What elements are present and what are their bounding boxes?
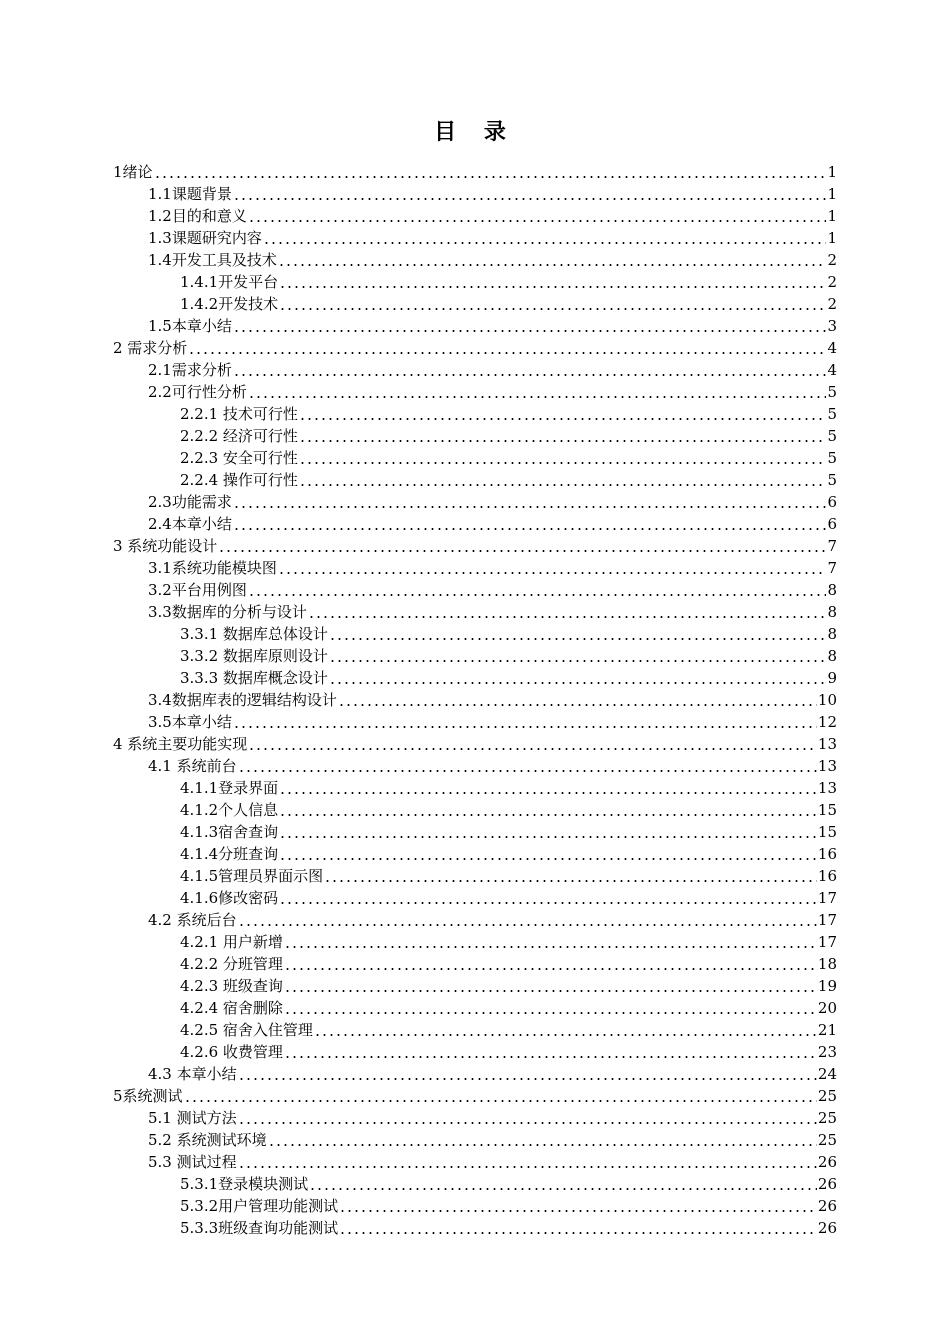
dot-leader — [263, 229, 827, 245]
toc-entry-page-number: 8 — [827, 581, 837, 599]
toc-entry-page-number: 3 — [827, 317, 837, 335]
toc-entry[interactable] — [0, 446, 950, 468]
toc-entry-title: 3.3.3 数据库概念设计 — [180, 669, 328, 687]
toc-entry[interactable] — [0, 600, 950, 622]
dot-leader — [233, 317, 827, 333]
toc-entry-title: 3.2平台用例图 — [148, 581, 247, 599]
toc-entry[interactable] — [0, 292, 950, 314]
toc-entry[interactable] — [0, 1128, 950, 1150]
toc-entry[interactable] — [0, 1106, 950, 1128]
toc-entry-page-number: 8 — [827, 625, 837, 643]
toc-entry[interactable] — [0, 358, 950, 380]
toc-entry[interactable] — [0, 336, 950, 358]
toc-entry-title: 4.2.2 分班管理 — [180, 955, 283, 973]
toc-entry-page-number: 17 — [817, 933, 837, 951]
dot-leader — [299, 427, 827, 443]
toc-entry-title: 4 系统主要功能实现 — [113, 735, 248, 753]
toc-entry-page-number: 7 — [827, 559, 837, 577]
toc-entry-page-number: 1 — [827, 229, 837, 247]
toc-entry-title: 4.3 本章小结 — [148, 1065, 237, 1083]
toc-entry[interactable] — [0, 380, 950, 402]
toc-entry-title: 5.3.2用户管理功能测试 — [180, 1197, 339, 1215]
toc-entry-page-number: 25 — [817, 1087, 837, 1105]
toc-entry-title: 2.4本章小结 — [148, 515, 232, 533]
toc-entry-title: 4.2 系统后台 — [148, 911, 237, 929]
toc-entry-title: 4.1 系统前台 — [148, 757, 237, 775]
toc-entry[interactable] — [0, 666, 950, 688]
toc-entry-title: 5系统测试 — [113, 1087, 183, 1105]
toc-entry-title: 2.3功能需求 — [148, 493, 232, 511]
toc-entry-title: 5.2 系统测试环境 — [148, 1131, 267, 1149]
toc-entry[interactable] — [0, 842, 950, 864]
toc-entry[interactable] — [0, 402, 950, 424]
dot-leader — [299, 449, 827, 465]
toc-entry-page-number: 19 — [817, 977, 837, 995]
toc-entry[interactable] — [0, 1216, 950, 1238]
toc-entry-title: 2.2.2 经济可行性 — [180, 427, 298, 445]
dot-leader — [314, 1021, 817, 1037]
toc-entry[interactable] — [0, 534, 950, 556]
toc-entry-title: 2.2.4 操作可行性 — [180, 471, 298, 489]
toc-entry-page-number: 5 — [827, 405, 837, 423]
toc-entry-title: 1.5本章小结 — [148, 317, 232, 335]
toc-entry[interactable] — [0, 314, 950, 336]
toc-entry-title: 1.1课题背景 — [148, 185, 232, 203]
dot-leader — [238, 757, 817, 773]
toc-entry-title: 2.2.3 安全可行性 — [180, 449, 298, 467]
toc-entry-page-number: 6 — [827, 493, 837, 511]
dot-leader — [284, 977, 817, 993]
toc-entry-title: 4.2.5 宿舍入住管理 — [180, 1021, 313, 1039]
dot-leader — [248, 207, 827, 223]
toc-entry-page-number: 26 — [817, 1175, 837, 1193]
dot-leader — [279, 295, 826, 311]
dot-leader — [279, 823, 817, 839]
toc-entry-title: 4.2.1 用户新增 — [180, 933, 283, 951]
toc-entry-title: 3.3.2 数据库原则设计 — [180, 647, 328, 665]
toc-entry-title: 5.3.1登录模块测试 — [180, 1175, 309, 1193]
dot-leader — [248, 581, 827, 597]
toc-entry-page-number: 6 — [827, 515, 837, 533]
toc-entry[interactable] — [0, 952, 950, 974]
toc-entry-title: 1.2目的和意义 — [148, 207, 247, 225]
toc-entry-page-number: 4 — [827, 339, 837, 357]
toc-entry-title: 1.4.2开发技术 — [180, 295, 279, 313]
toc-entry-page-number: 5 — [827, 383, 837, 401]
dot-leader — [339, 1219, 817, 1235]
toc-entry-page-number: 26 — [817, 1153, 837, 1171]
toc-entry-title: 4.1.1登录界面 — [180, 779, 279, 797]
toc-entry[interactable] — [0, 1018, 950, 1040]
dot-leader — [233, 515, 827, 531]
dot-leader — [268, 1131, 817, 1147]
dot-leader — [284, 955, 817, 971]
dot-leader — [238, 1109, 817, 1125]
toc-entry-title: 3.1系统功能模块图 — [148, 559, 277, 577]
toc-entry[interactable] — [0, 644, 950, 666]
toc-entry[interactable] — [0, 864, 950, 886]
toc-entry[interactable] — [0, 1040, 950, 1062]
toc-entry[interactable] — [0, 160, 950, 182]
dot-leader — [154, 163, 827, 179]
toc-entry[interactable] — [0, 930, 950, 952]
dot-leader — [299, 471, 827, 487]
toc-entry[interactable] — [0, 974, 950, 996]
toc-entry[interactable] — [0, 996, 950, 1018]
toc-entry[interactable] — [0, 820, 950, 842]
dot-leader — [299, 405, 827, 421]
toc-entry-title: 4.2.4 宿舍删除 — [180, 999, 283, 1017]
toc-entry-title: 4.1.6修改密码 — [180, 889, 279, 907]
dot-leader — [233, 493, 827, 509]
toc-entry[interactable] — [0, 204, 950, 226]
dot-leader — [284, 933, 817, 949]
toc-entry[interactable] — [0, 886, 950, 908]
toc-entry-title: 1.3课题研究内容 — [148, 229, 262, 247]
toc-entry-page-number: 17 — [817, 889, 837, 907]
toc-entry-page-number: 21 — [817, 1021, 837, 1039]
dot-leader — [278, 559, 827, 575]
toc-entry[interactable] — [0, 424, 950, 446]
dot-leader — [309, 1175, 817, 1191]
toc-entry[interactable] — [0, 754, 950, 776]
toc-entry-page-number: 25 — [817, 1109, 837, 1127]
dot-leader — [329, 669, 827, 685]
toc-entry-title: 4.1.2个人信息 — [180, 801, 279, 819]
toc-entry-title: 1.4.1开发平台 — [180, 273, 279, 291]
toc-entry-page-number: 7 — [827, 537, 837, 555]
toc-entry-title: 5.1 测试方法 — [148, 1109, 237, 1127]
toc-entry[interactable] — [0, 578, 950, 600]
toc-entry[interactable] — [0, 226, 950, 248]
table-of-contents — [0, 160, 950, 1238]
toc-entry[interactable] — [0, 622, 950, 644]
toc-entry-page-number: 26 — [817, 1219, 837, 1237]
toc-title: 目 录 — [434, 120, 516, 145]
toc-entry[interactable] — [0, 1084, 950, 1106]
toc-entry-page-number: 5 — [827, 449, 837, 467]
toc-entry-page-number: 5 — [827, 471, 837, 489]
toc-entry-page-number: 25 — [817, 1131, 837, 1149]
toc-entry-page-number: 15 — [817, 823, 837, 841]
toc-entry-title: 5.3 测试过程 — [148, 1153, 237, 1171]
toc-entry-title: 3.4数据库表的逻辑结构设计 — [148, 691, 337, 709]
dot-leader — [238, 911, 817, 927]
dot-leader — [279, 889, 817, 905]
toc-entry-page-number: 1 — [827, 163, 837, 181]
toc-entry-page-number: 15 — [817, 801, 837, 819]
toc-entry-title: 4.2.3 班级查询 — [180, 977, 283, 995]
toc-entry-title: 3 系统功能设计 — [113, 537, 218, 555]
dot-leader — [308, 603, 827, 619]
toc-entry-page-number: 2 — [827, 251, 837, 269]
dot-leader — [233, 713, 817, 729]
dot-leader — [238, 1065, 817, 1081]
toc-entry-page-number: 26 — [817, 1197, 837, 1215]
dot-leader — [248, 383, 827, 399]
toc-entry[interactable] — [0, 798, 950, 820]
toc-entry[interactable] — [0, 908, 950, 930]
dot-leader — [329, 647, 827, 663]
toc-entry-title: 2 需求分析 — [113, 339, 188, 357]
toc-entry-title: 3.3数据库的分析与设计 — [148, 603, 307, 621]
toc-entry-title: 4.1.5管理员界面示图 — [180, 867, 324, 885]
toc-entry-page-number: 8 — [827, 603, 837, 621]
toc-entry[interactable] — [0, 1172, 950, 1194]
toc-entry-page-number: 9 — [827, 669, 837, 687]
toc-entry[interactable] — [0, 556, 950, 578]
toc-entry[interactable] — [0, 776, 950, 798]
toc-entry-page-number: 16 — [817, 845, 837, 863]
dot-leader — [279, 273, 826, 289]
toc-entry-page-number: 2 — [827, 295, 837, 313]
toc-entry[interactable] — [0, 710, 950, 732]
toc-entry-title: 2.2.1 技术可行性 — [180, 405, 298, 423]
dot-leader — [279, 845, 817, 861]
dot-leader — [248, 735, 817, 751]
toc-entry[interactable] — [0, 688, 950, 710]
toc-entry[interactable] — [0, 1150, 950, 1172]
toc-entry-page-number: 10 — [817, 691, 837, 709]
toc-entry[interactable] — [0, 468, 950, 490]
toc-entry-page-number: 1 — [827, 207, 837, 225]
toc-entry-title: 1.4开发工具及技术 — [148, 251, 277, 269]
toc-entry-page-number: 1 — [827, 185, 837, 203]
dot-leader — [324, 867, 817, 883]
toc-entry[interactable] — [0, 732, 950, 754]
toc-entry-page-number: 8 — [827, 647, 837, 665]
toc-entry-page-number: 13 — [817, 779, 837, 797]
toc-entry[interactable] — [0, 182, 950, 204]
toc-entry-page-number: 13 — [817, 757, 837, 775]
toc-entry-title: 3.3.1 数据库总体设计 — [180, 625, 328, 643]
dot-leader — [238, 1153, 817, 1169]
dot-leader — [284, 999, 817, 1015]
toc-entry-page-number: 23 — [817, 1043, 837, 1061]
toc-entry-page-number: 2 — [827, 273, 837, 291]
toc-entry[interactable] — [0, 1062, 950, 1084]
toc-entry-page-number: 4 — [827, 361, 837, 379]
toc-entry-page-number: 16 — [817, 867, 837, 885]
toc-entry[interactable] — [0, 490, 950, 512]
dot-leader — [233, 361, 827, 377]
toc-entry-page-number: 5 — [827, 427, 837, 445]
dot-leader — [284, 1043, 817, 1059]
toc-entry-title: 4.2.6 收费管理 — [180, 1043, 283, 1061]
dot-leader — [339, 1197, 817, 1213]
toc-entry-title: 3.5本章小结 — [148, 713, 232, 731]
dot-leader — [338, 691, 817, 707]
toc-entry-page-number: 12 — [817, 713, 837, 731]
dot-leader — [188, 339, 826, 355]
toc-entry-page-number: 17 — [817, 911, 837, 929]
toc-entry[interactable] — [0, 270, 950, 292]
dot-leader — [233, 185, 827, 201]
dot-leader — [329, 625, 827, 641]
dot-leader — [278, 251, 827, 267]
toc-entry-title: 2.2可行性分析 — [148, 383, 247, 401]
toc-entry[interactable] — [0, 1194, 950, 1216]
dot-leader — [184, 1087, 817, 1103]
toc-entry-title: 4.1.3宿舍查询 — [180, 823, 279, 841]
toc-entry-title: 4.1.4分班查询 — [180, 845, 279, 863]
toc-entry-page-number: 18 — [817, 955, 837, 973]
toc-entry[interactable] — [0, 248, 950, 270]
toc-entry-page-number: 13 — [817, 735, 837, 753]
dot-leader — [279, 779, 817, 795]
dot-leader — [218, 537, 826, 553]
toc-entry-page-number: 24 — [817, 1065, 837, 1083]
toc-entry-title: 1绪论 — [113, 163, 153, 181]
toc-entry-page-number: 20 — [817, 999, 837, 1017]
toc-entry[interactable] — [0, 512, 950, 534]
toc-entry-title: 5.3.3班级查询功能测试 — [180, 1219, 339, 1237]
toc-entry-title: 2.1需求分析 — [148, 361, 232, 379]
dot-leader — [279, 801, 817, 817]
